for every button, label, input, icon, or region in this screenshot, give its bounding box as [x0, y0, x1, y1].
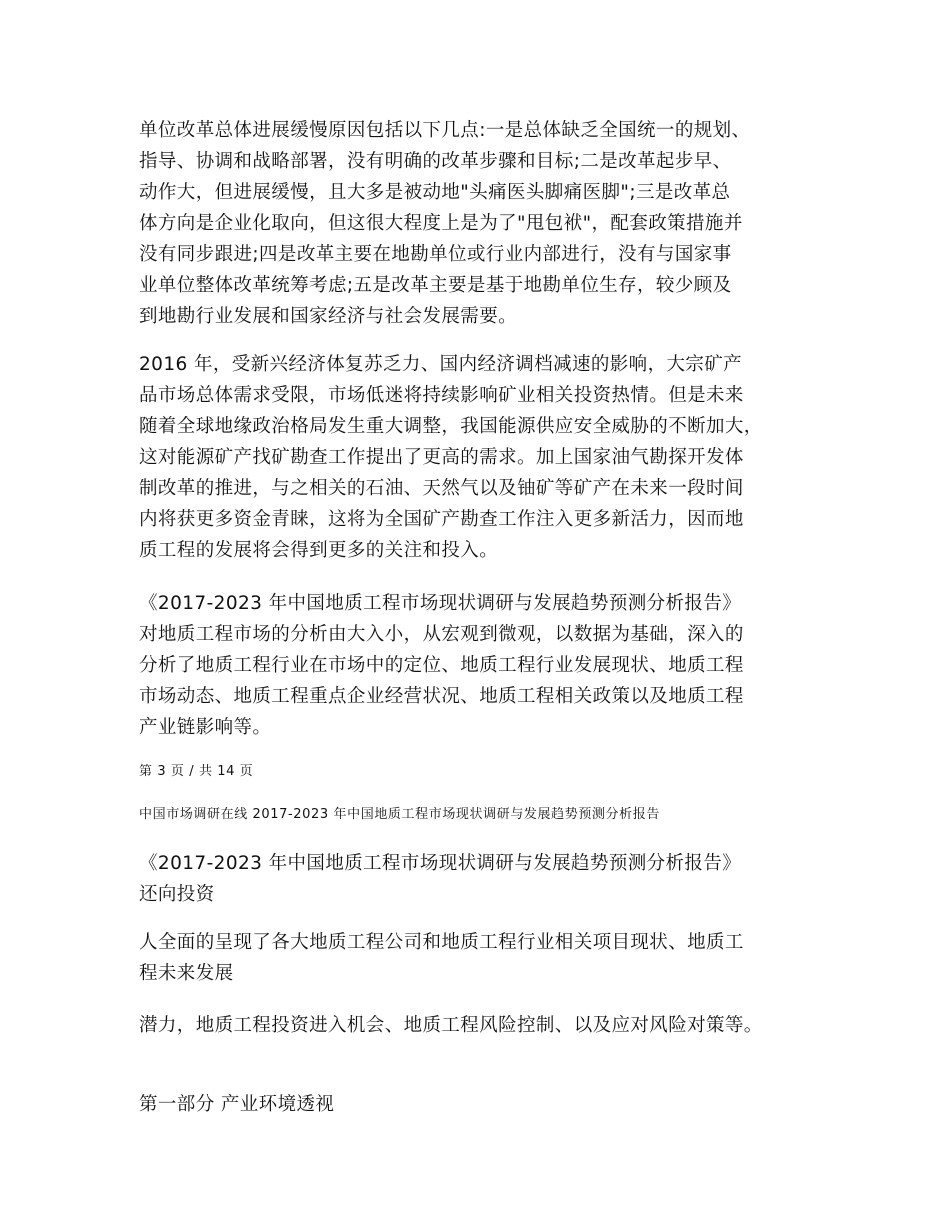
- text-line: 程未来发展: [139, 963, 234, 984]
- text-line: 内将获更多资金青睐，这将为全国矿产勘查工作注入更多新活力，因而地: [139, 509, 744, 530]
- text-line: 单位改革总体进展缓慢原因包括以下几点:一是总体缺乏全国统一的规划、: [139, 120, 751, 141]
- paragraph-reform-reasons: [139, 115, 750, 332]
- text-line: 《2017-2023 年中国地质工程市场现状调研与发展趋势预测分析报告》: [139, 593, 742, 614]
- text-line: 《2017-2023 年中国地质工程市场现状调研与发展趋势预测分析报告》: [139, 853, 742, 874]
- text-line: 质工程的发展将会得到更多的关注和投入。: [139, 540, 499, 561]
- text-line: 分析了地质工程行业在市场中的定位、地质工程行业发展现状、地质工程: [139, 655, 744, 676]
- text-line: 人全面的呈现了各大地质工程公司和地质工程行业相关项目现状、地质工: [139, 932, 744, 953]
- text-line: 随着全球地缘政治格局发生重大调整，我国能源供应安全威胁的不断加大，: [139, 416, 763, 437]
- text-line: 到地勘行业发展和国家经济与社会发展需要。: [139, 306, 518, 327]
- paragraph-company-overview: [139, 927, 744, 989]
- running-header: 中国市场调研在线 2017-2023 年中国地质工程市场现状调研与发展趋势预测分析报告: [139, 807, 660, 822]
- text-line: 2016 年，受新兴经济体复苏乏力、国内经济调档减速的影响，大宗矿产: [139, 354, 743, 375]
- text-line: 这对能源矿产找矿勘查工作提出了更高的需求。加上国家油气勘探开发体: [139, 447, 744, 468]
- text-line: 还向投资: [139, 884, 215, 905]
- paragraph-market-outlook: [139, 349, 763, 566]
- text-line: 没有同步跟进;四是改革主要在地勘单位或行业内部进行，没有与国家事: [139, 244, 732, 265]
- paragraph-investment-potential: [139, 1010, 763, 1041]
- text-line: 产业链影响等。: [139, 717, 272, 738]
- text-line: 品市场总体需求受限，市场低迷将持续影响矿业相关投资热情。但是未来: [139, 385, 744, 406]
- text-line: 指导、协调和战略部署，没有明确的改革步骤和目标;二是改革起步早、: [139, 151, 732, 172]
- page-number-footer: 第 3 页 / 共 14 页: [139, 764, 254, 779]
- text-line: 制改革的推进，与之相关的石油、天然气以及铀矿等矿产在未来一段时间: [139, 478, 744, 499]
- text-line: 动作大，但进展缓慢，且大多是被动地"头痛医头脚痛医脚";三是改革总: [139, 182, 731, 203]
- text-line: 对地质工程市场的分析由大入小，从宏观到微观，以数据为基础，深入的: [139, 624, 744, 645]
- text-line: 体方向是企业化取向，但这很大程度上是为了"甩包袱"，配套政策措施并: [139, 213, 743, 234]
- text-line: 潜力，地质工程投资进入机会、地质工程风险控制、以及应对风险对策等。: [139, 1015, 763, 1036]
- paragraph-report-title-investors: [139, 848, 741, 910]
- text-line: 市场动态、地质工程重点企业经营状况、地质工程相关政策以及地质工程: [139, 686, 744, 707]
- section-heading: 第一部分 产业环境透视: [139, 1094, 335, 1115]
- text-line: 业单位整体改革统筹考虑;五是改革主要是基于地勘单位生存，较少顾及: [139, 275, 732, 296]
- paragraph-report-scope: [139, 588, 744, 743]
